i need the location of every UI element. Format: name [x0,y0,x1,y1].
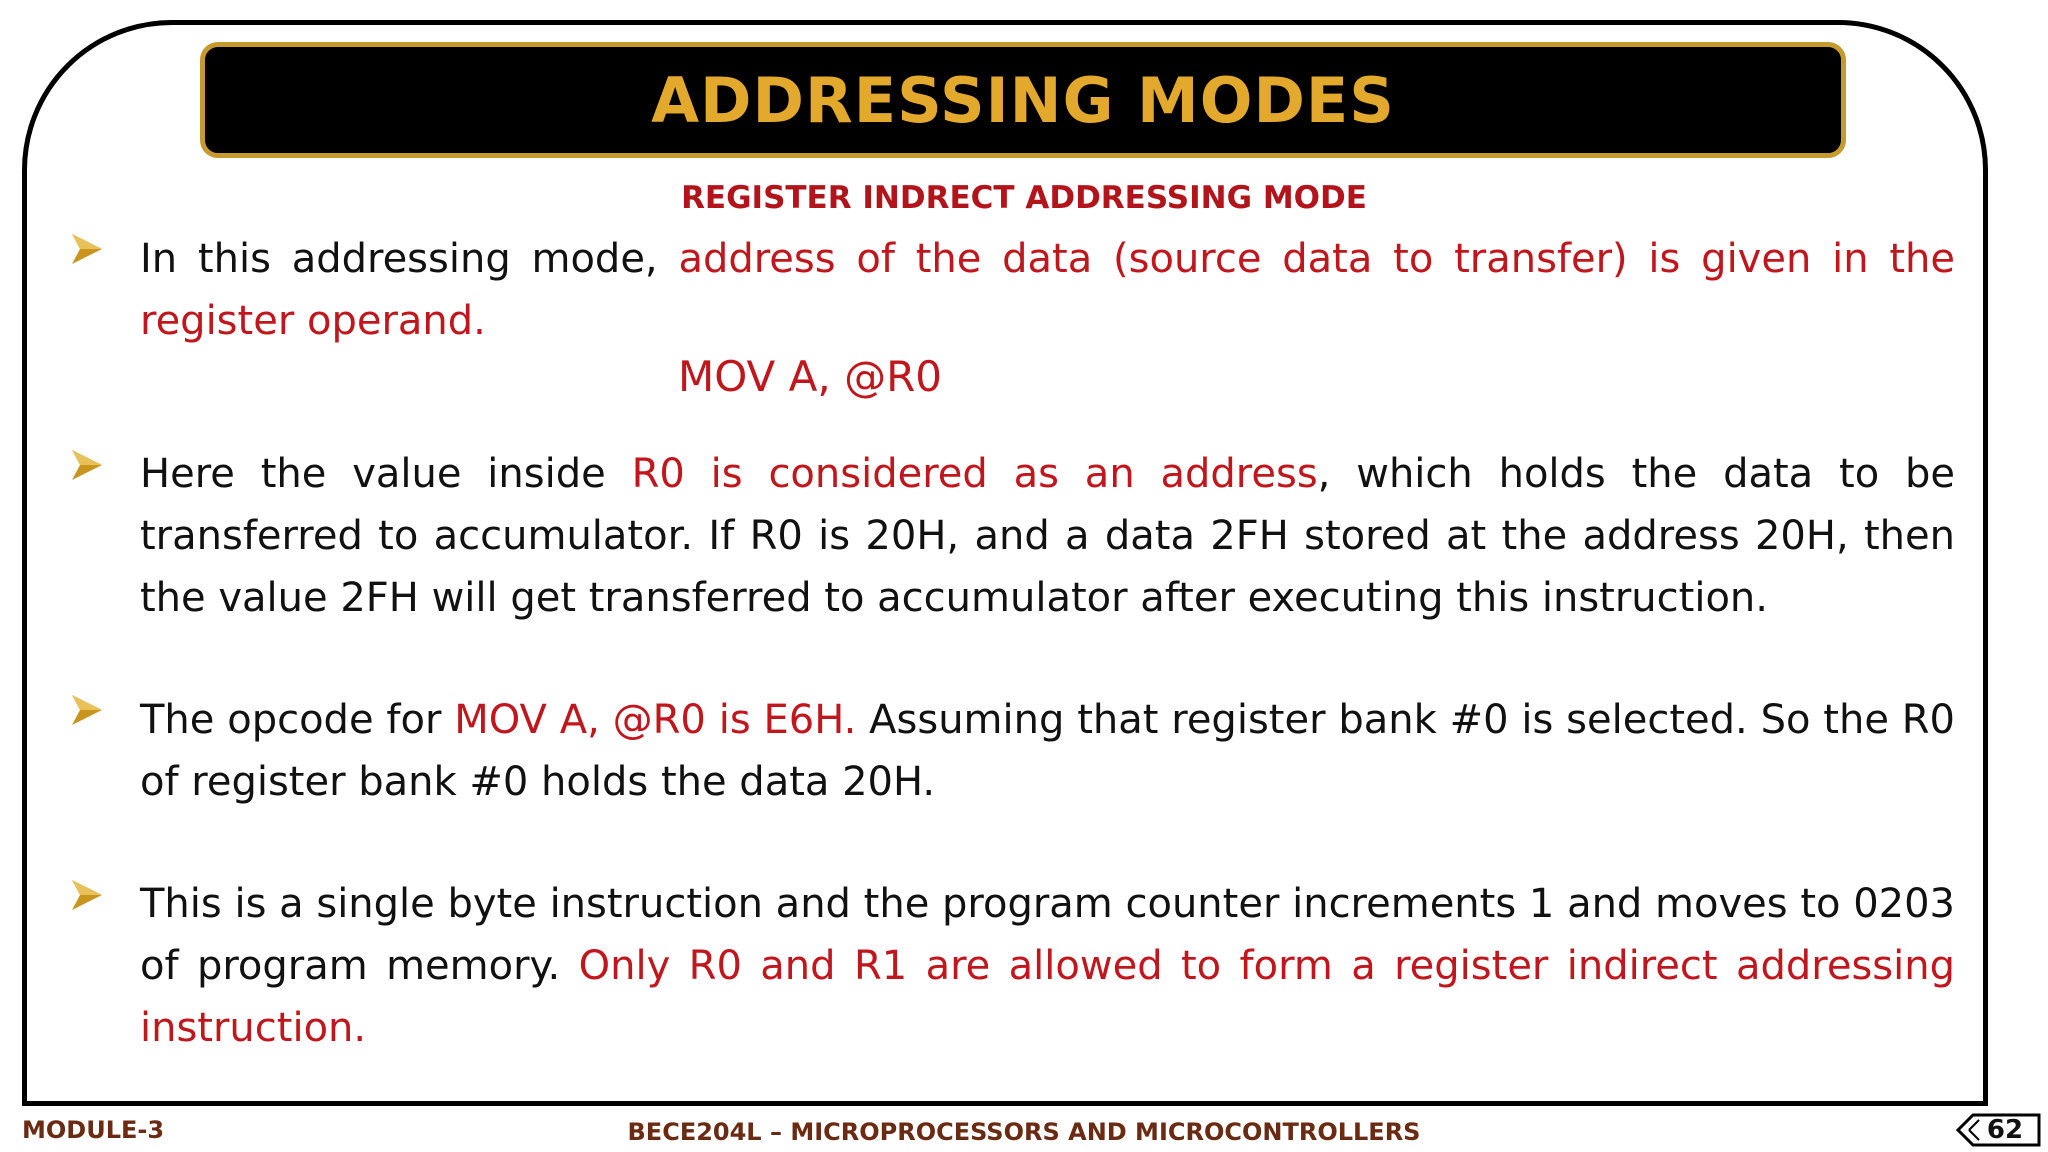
bullet-3-text-b: MOV A, @R0 is E6H. [454,697,857,743]
code-example: MOV A, @R0 [678,352,942,401]
bullet-3-text-c: Assuming that register bank #0 is selected. So the R0 of register bank #0 holds the data 20H. [140,697,1955,805]
slide-subtitle: REGISTER INDRECT ADDRESSING MODE [681,180,1367,216]
arrow-bullet-icon [70,448,104,482]
bullet-paragraph-4 [140,873,1955,1059]
bullet-4-text-a: This is a single byte instruction and the program counter increments 1 and moves to 0203 of program memory. [140,881,1955,989]
arrow-bullet-icon [70,878,104,912]
bullet-3-text-a: The opcode for [140,697,455,743]
bullet-4-text-b: Only R0 and R1 are allowed to form a register indirect addressing instruction. [140,943,1955,1051]
bullet-paragraph-2 [140,443,1955,629]
bullet-1-text-b: address of the data (source data to transfer) is given in the register operand. [140,236,1955,344]
arrow-bullet-icon [70,693,104,727]
bullet-1-text-a: In this addressing mode, [140,236,679,282]
bullet-2-text-b: R0 is considered as an address [631,451,1318,497]
bullet-2-text-c: , which holds the data to be transferred to accumulator. If R0 is 20H, and a data 2FH stored at the address 20H, then the value 2FH will get transferred to accumulator after executing this instruction. [140,451,1956,621]
footer-course-title: BECE204L – MICROPROCESSORS AND MICROCONTROLLERS [627,1118,1421,1146]
footer-module-label: MODULE-3 [22,1116,165,1144]
slide-title: ADDRESSING MODES [651,63,1395,137]
bullet-paragraph-3 [140,689,1955,813]
title-banner [200,42,1846,158]
bullet-paragraph-1 [140,228,1955,352]
arrow-bullet-icon [70,232,104,266]
bullet-2-text-a: Here the value inside [140,451,632,497]
page-number: 62 [1986,1115,2024,1145]
